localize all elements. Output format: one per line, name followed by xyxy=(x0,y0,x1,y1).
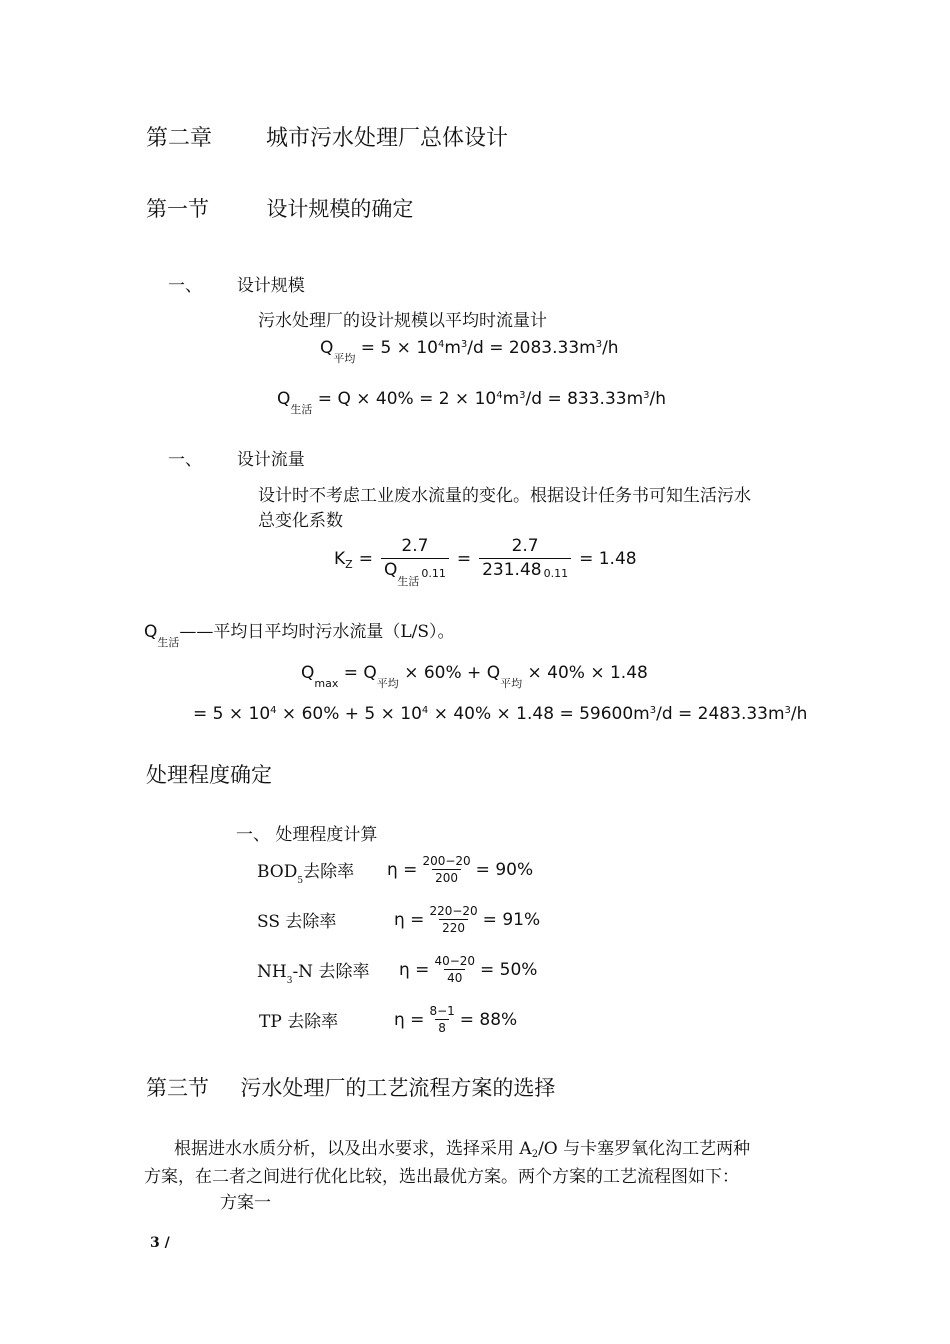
removal-rate-label: 去除率 xyxy=(318,962,370,982)
fraction-denominator xyxy=(381,558,449,588)
eq-part: × 60% + 5 × 10 xyxy=(276,704,422,724)
pollutant-name: BOD xyxy=(257,862,298,882)
eq-exponent: 3 xyxy=(519,390,526,401)
eq-part: = 5 × 10 xyxy=(360,338,438,358)
fraction-numerator: 200−20 xyxy=(422,854,471,868)
eq-part: = Q × 40% = 2 × 10 xyxy=(317,389,497,409)
removal-rate-label: 去除率 xyxy=(287,1012,339,1032)
q-symbol: Q xyxy=(383,560,398,580)
paragraph-subscript: 2 xyxy=(531,1149,539,1160)
eq-exponent: 3 xyxy=(649,705,657,716)
section-heading-treatment: 处理程度确定 xyxy=(146,763,272,787)
eq-exponent: 4 xyxy=(270,705,277,716)
section-number: 第一节 xyxy=(146,197,209,221)
q-symbol: Q xyxy=(144,622,158,642)
paragraph-line-1 xyxy=(174,1134,750,1159)
pollutant-subscript: 3 xyxy=(286,976,293,986)
flow-text-line-1: 设计时不考虑工业废水流量的变化。根据设计任务书可知生活污水 xyxy=(258,486,751,506)
item-title: 设计流量 xyxy=(236,450,305,470)
eq-part: /d = 2483.33m xyxy=(656,704,785,724)
q-symbol: Q xyxy=(320,338,334,358)
fraction-denominator: 8 xyxy=(435,1019,449,1036)
item-number: 一、 xyxy=(168,450,202,470)
rate-result: = 91% xyxy=(482,909,541,930)
item-number: 一、 xyxy=(236,825,270,845)
rate-fraction xyxy=(426,1003,457,1036)
equation-q-domestic xyxy=(277,389,667,416)
q-subscript: 平均 xyxy=(333,352,356,365)
fraction-2 xyxy=(479,534,571,583)
fraction-denominator: 220 xyxy=(439,919,468,936)
q-subscript: 生活 xyxy=(397,575,420,588)
rate-result: = 88% xyxy=(459,1009,518,1030)
eq-exponent: 3 xyxy=(595,339,603,350)
q-subscript: 平均 xyxy=(376,677,399,690)
result: = 1.48 xyxy=(579,548,637,569)
pollutant-name: SS xyxy=(257,912,280,932)
rate-fraction xyxy=(431,953,478,986)
eq-part: = Q xyxy=(343,663,377,683)
removal-rate-label: 去除率 xyxy=(285,912,337,932)
chapter-number: 第二章 xyxy=(146,126,213,151)
fraction-1 xyxy=(381,534,449,588)
eta-symbol: η = xyxy=(394,909,425,930)
fraction-denominator: 40 xyxy=(444,969,465,986)
equation-qmax xyxy=(301,663,648,690)
q-subscript: max xyxy=(314,677,339,690)
eq-exponent: 3 xyxy=(643,390,650,401)
eta-symbol: η = xyxy=(387,859,418,880)
rate-label xyxy=(259,1007,394,1032)
rate-label xyxy=(257,857,387,886)
eq-part: m xyxy=(502,389,520,409)
fraction-denominator xyxy=(479,558,571,583)
eta-symbol: η = xyxy=(399,959,430,980)
exponent: 0.11 xyxy=(421,567,446,580)
paragraph-text: 根据进水水质分析，以及出水要求，选择采用 A xyxy=(174,1139,532,1159)
rate-fraction xyxy=(419,853,473,886)
fraction-denominator: 200 xyxy=(432,869,461,886)
page-number: 3 / xyxy=(150,1235,170,1251)
exponent: 0.11 xyxy=(543,567,569,580)
subheading-design-scale xyxy=(168,271,305,296)
chapter-title: 城市污水处理厂总体设计 xyxy=(266,126,509,151)
section-title: 设计规模的确定 xyxy=(266,197,414,221)
eq-exponent: 3 xyxy=(460,339,468,350)
eq-part: m xyxy=(444,338,461,358)
removal-rate-label: 去除率 xyxy=(303,862,355,882)
eq-part: /h xyxy=(649,389,667,409)
denominator-value: 231.48 xyxy=(482,560,542,580)
k-subscript: Z xyxy=(345,558,353,571)
k-symbol: K xyxy=(334,548,346,569)
equals-sign: = xyxy=(456,548,472,569)
fraction-numerator: 40−20 xyxy=(434,954,476,968)
eq-part: × 40% × 1.48 xyxy=(527,663,648,683)
eq-part: /h xyxy=(790,704,808,724)
paragraph-text: /O 与卡塞罗氧化沟工艺两种 xyxy=(538,1139,751,1159)
equals-sign: = xyxy=(358,548,373,569)
rate-row-ss xyxy=(257,903,540,936)
q-symbol: Q xyxy=(277,389,291,409)
eta-symbol: η = xyxy=(394,1009,425,1030)
rate-label xyxy=(257,907,394,932)
eq-part: × 40% × 1.48 = 59600m xyxy=(428,704,650,724)
eq-exponent: 4 xyxy=(437,339,445,350)
q-symbol: Q xyxy=(301,663,315,683)
eq-part: × 60% + Q xyxy=(404,663,501,683)
subheading-design-flow xyxy=(168,445,305,470)
pollutant-subscript: 5 xyxy=(297,876,304,886)
paragraph-line-2: 方案，在二者之间进行优化比较，选出最优方案。两个方案的工艺流程图如下： xyxy=(144,1167,739,1187)
eq-exponent: 4 xyxy=(496,390,503,401)
eq-part: /d = 833.33m xyxy=(525,389,644,409)
section-heading-1 xyxy=(146,193,413,223)
eq-part: /d = 2083.33m xyxy=(467,338,596,358)
eq-part: /h xyxy=(602,338,619,358)
section-number: 第三节 xyxy=(146,1076,209,1100)
section-heading-3 xyxy=(146,1072,555,1102)
equation-kz xyxy=(334,534,637,588)
flow-text-line-2: 总变化系数 xyxy=(258,511,343,531)
chapter-heading xyxy=(146,121,508,152)
pollutant-name: NH xyxy=(257,962,287,982)
scale-text: 污水处理厂的设计规模以平均时流量计 xyxy=(258,311,547,331)
q-subscript: 生活 xyxy=(290,403,313,416)
rate-result: = 50% xyxy=(480,959,538,980)
item-title: 设计规模 xyxy=(236,276,305,296)
fraction-numerator: 8−1 xyxy=(429,1004,455,1018)
rate-row-bod xyxy=(257,853,533,886)
q-definition xyxy=(144,617,455,649)
section-title: 污水处理厂的工艺流程方案的选择 xyxy=(240,1076,556,1100)
rate-row-tp xyxy=(259,1003,517,1036)
rate-result: = 90% xyxy=(475,859,534,880)
rate-fraction xyxy=(426,903,480,936)
equation-qmax-result xyxy=(193,704,807,724)
eq-exponent: 3 xyxy=(784,705,791,716)
fraction-numerator: 220−20 xyxy=(429,904,478,918)
fraction-numerator: 2.7 xyxy=(511,536,539,556)
q-subscript: 平均 xyxy=(500,677,523,690)
subheading-treatment-calc xyxy=(236,820,377,845)
q-subscript: 生活 xyxy=(157,636,180,649)
rate-row-nh3n xyxy=(257,953,537,986)
rate-label xyxy=(257,957,399,986)
item-number: 一、 xyxy=(168,276,202,296)
definition-text: ——平均日平均时污水流量（L/S）。 xyxy=(179,622,455,642)
pollutant-suffix: -N xyxy=(292,962,314,982)
fraction-numerator: 2.7 xyxy=(401,536,429,556)
plan-one-label: 方案一 xyxy=(220,1193,271,1213)
pollutant-name: TP xyxy=(259,1012,282,1032)
item-title: 处理程度计算 xyxy=(275,825,378,845)
eq-exponent: 4 xyxy=(421,705,429,716)
eq-part: = 5 × 10 xyxy=(193,704,271,724)
equation-q-avg xyxy=(320,338,619,365)
